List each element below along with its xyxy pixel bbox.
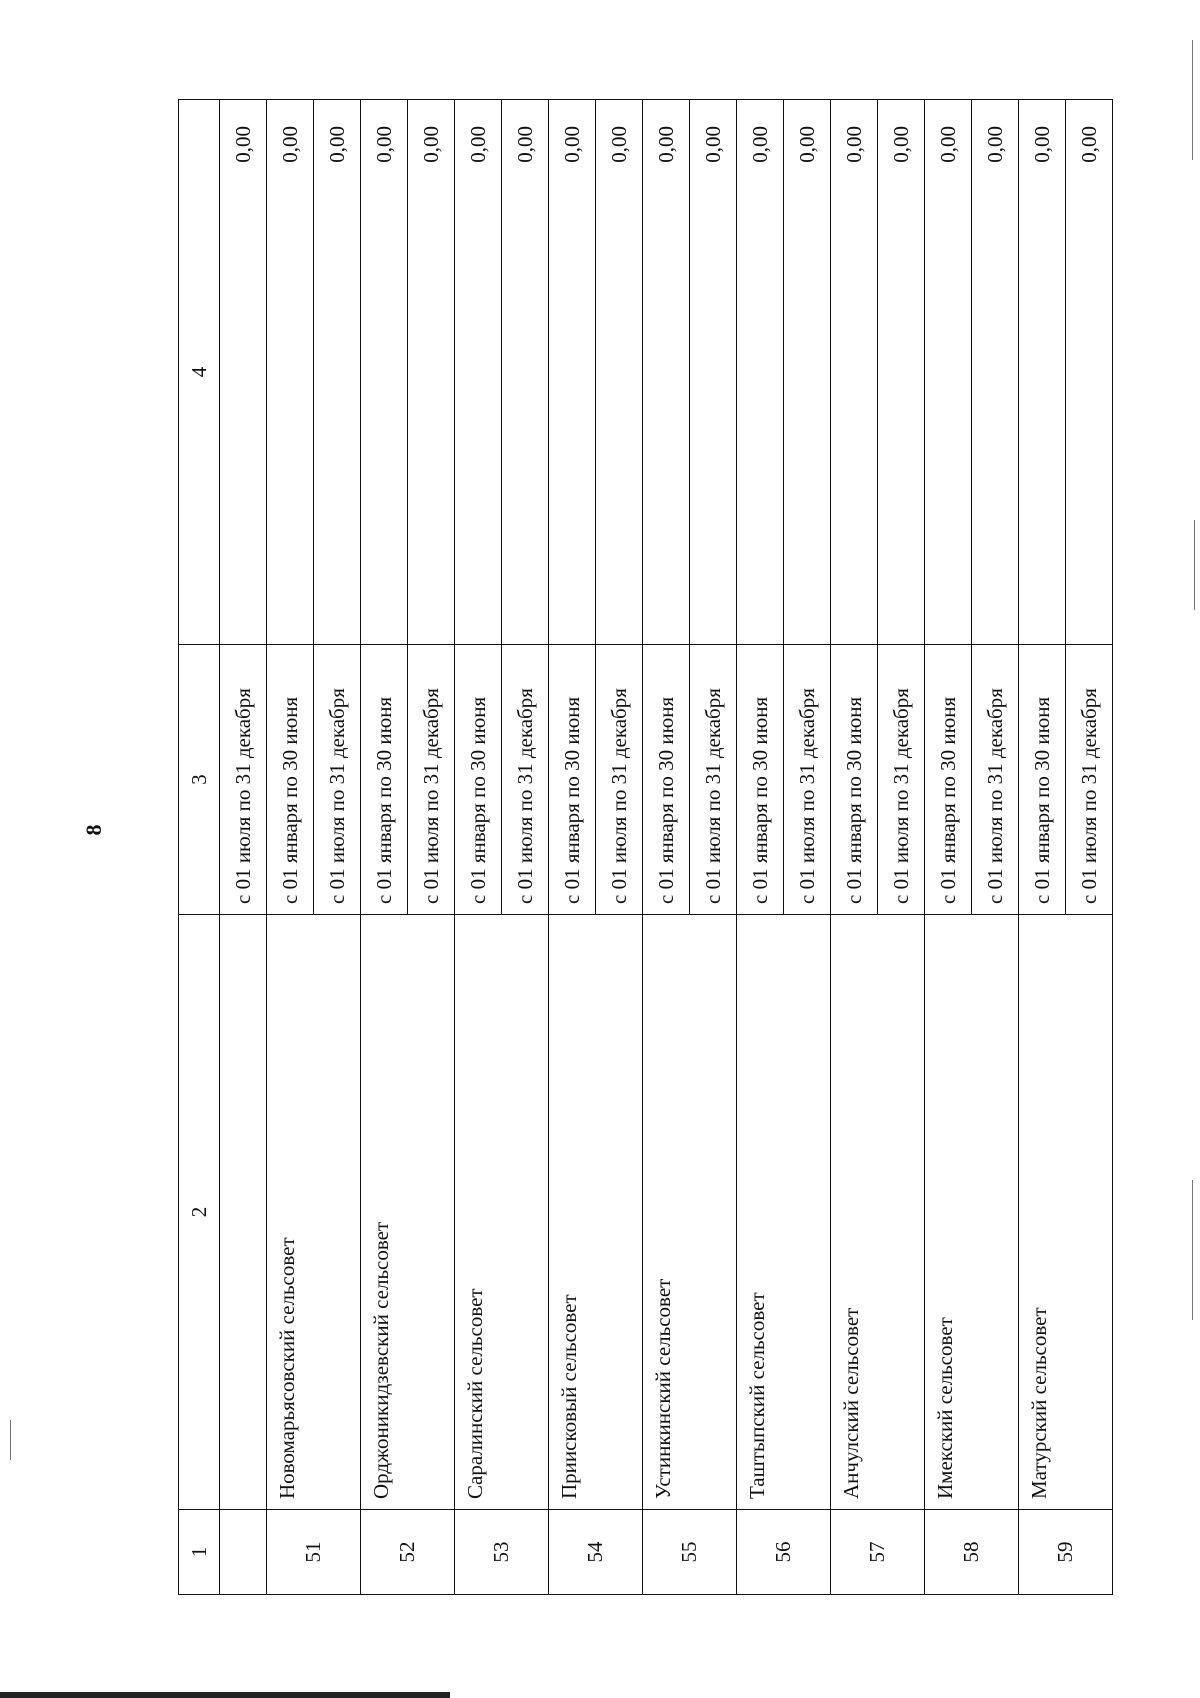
value-cell: 0,00 xyxy=(596,100,643,645)
name-cell: Саралинский сельсовет xyxy=(455,915,549,1510)
period-cell: с 01 января по 30 июня xyxy=(925,645,972,915)
period-cell: с 01 июля по 31 декабря xyxy=(314,645,361,915)
value-cell: 0,00 xyxy=(549,100,596,645)
period-cell: с 01 июля по 31 декабря xyxy=(878,645,925,915)
period-cell: с 01 января по 30 июня xyxy=(1019,645,1066,915)
scan-artifact-line xyxy=(10,1420,11,1460)
value-cell: 0,00 xyxy=(643,100,690,645)
value-cell: 0,00 xyxy=(690,100,737,645)
period-cell: с 01 января по 30 июня xyxy=(831,645,878,915)
table-row xyxy=(361,100,408,1595)
value-cell: 0,00 xyxy=(1066,100,1113,645)
value-cell: 0,00 xyxy=(1019,100,1066,645)
period-cell: с 01 июля по 31 декабря xyxy=(1066,645,1113,915)
period-cell: с 01 января по 30 июня xyxy=(643,645,690,915)
header-cell-3: 3 xyxy=(179,645,220,915)
number-cell: 59 xyxy=(1019,1510,1113,1595)
period-cell: с 01 июля по 31 декабря xyxy=(596,645,643,915)
table-row xyxy=(267,100,314,1595)
table-row xyxy=(220,100,267,1595)
scan-bottom-edge xyxy=(0,1692,450,1698)
number-cell: 56 xyxy=(737,1510,831,1595)
name-cell: Приисковый сельсовет xyxy=(549,915,643,1510)
value-cell: 0,00 xyxy=(502,100,549,645)
scan-artifact-line xyxy=(1192,1180,1193,1320)
value-cell: 0,00 xyxy=(878,100,925,645)
period-cell: с 01 июля по 31 декабря xyxy=(690,645,737,915)
data-table xyxy=(178,99,1113,1595)
page-number: 8 xyxy=(81,824,106,836)
value-cell: 0,00 xyxy=(361,100,408,645)
period-cell: с 01 июля по 31 декабря xyxy=(220,645,267,915)
value-cell: 0,00 xyxy=(784,100,831,645)
period-cell: с 01 января по 30 июня xyxy=(267,645,314,915)
period-cell: с 01 января по 30 июня xyxy=(455,645,502,915)
period-cell: с 01 января по 30 июня xyxy=(361,645,408,915)
table-row xyxy=(549,100,596,1595)
value-cell: 0,00 xyxy=(972,100,1019,645)
number-cell: 57 xyxy=(831,1510,925,1595)
period-cell: с 01 января по 30 июня xyxy=(549,645,596,915)
number-cell: 54 xyxy=(549,1510,643,1595)
name-cell: Анчулский сельсовет xyxy=(831,915,925,1510)
value-cell: 0,00 xyxy=(314,100,361,645)
value-cell: 0,00 xyxy=(220,100,267,645)
table-row xyxy=(737,100,784,1595)
period-cell: с 01 июля по 31 декабря xyxy=(502,645,549,915)
rotated-table-container xyxy=(178,100,1113,1595)
period-cell: с 01 января по 30 июня xyxy=(737,645,784,915)
name-cell: Новомарьясовский сельсовет xyxy=(267,915,361,1510)
number-cell: 55 xyxy=(643,1510,737,1595)
header-cell-1: 1 xyxy=(179,1510,220,1595)
number-cell: 58 xyxy=(925,1510,1019,1595)
number-cell: 53 xyxy=(455,1510,549,1595)
table-row xyxy=(925,100,972,1595)
value-cell: 0,00 xyxy=(408,100,455,645)
name-cell: Таштыпский сельсовет xyxy=(737,915,831,1510)
name-cell: Орджоникидзевский сельсовет xyxy=(361,915,455,1510)
number-cell xyxy=(220,1510,267,1595)
table-row xyxy=(1019,100,1066,1595)
name-cell: Имекский сельсовет xyxy=(925,915,1019,1510)
value-cell: 0,00 xyxy=(267,100,314,645)
period-cell: с 01 июля по 31 декабря xyxy=(972,645,1019,915)
period-cell: с 01 июля по 31 декабря xyxy=(408,645,455,915)
value-cell: 0,00 xyxy=(925,100,972,645)
header-cell-2: 2 xyxy=(179,915,220,1510)
number-cell: 51 xyxy=(267,1510,361,1595)
number-cell: 52 xyxy=(361,1510,455,1595)
value-cell: 0,00 xyxy=(737,100,784,645)
header-cell-4: 4 xyxy=(179,100,220,645)
period-cell: с 01 июля по 31 декабря xyxy=(784,645,831,915)
value-cell: 0,00 xyxy=(455,100,502,645)
table-row xyxy=(643,100,690,1595)
name-cell xyxy=(220,915,267,1510)
name-cell: Матурский сельсовет xyxy=(1019,915,1113,1510)
value-cell: 0,00 xyxy=(831,100,878,645)
scan-artifact-line xyxy=(1192,40,1193,160)
table-row xyxy=(831,100,878,1595)
table-header-row xyxy=(179,100,220,1595)
scan-artifact-line xyxy=(1194,520,1195,610)
table-row xyxy=(455,100,502,1595)
name-cell: Устинкинский сельсовет xyxy=(643,915,737,1510)
